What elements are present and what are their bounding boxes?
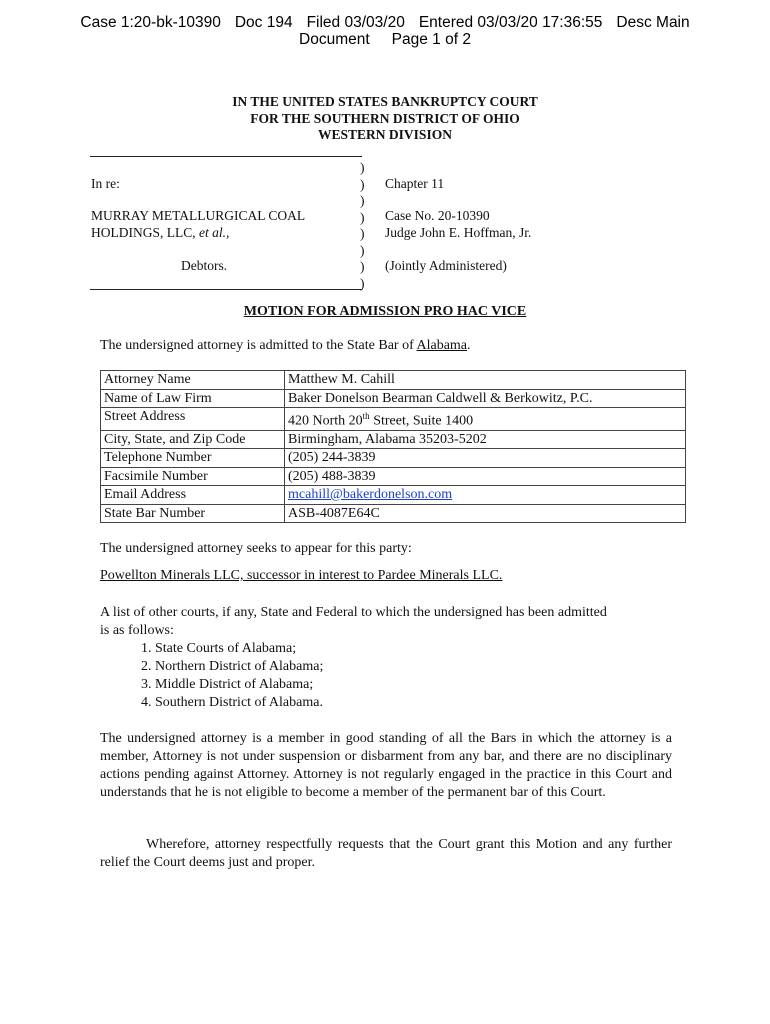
attorney-name: Matthew M. Cahill [285, 371, 686, 390]
table-row: Telephone Number (205) 244-3839 [101, 449, 686, 468]
courts-list [134, 640, 323, 712]
stamp-document: Document [299, 31, 370, 48]
bar-state: Alabama [416, 338, 468, 353]
caption-bottom-rule [90, 289, 362, 290]
table-row: Attorney Name Matthew M. Cahill [101, 371, 686, 390]
stamp-desc: Desc Main [616, 14, 690, 31]
facsimile: (205) 488-3839 [285, 467, 686, 486]
stamp-page: Page 1 of 2 [391, 31, 471, 48]
street-address: 420 North 20th Street, Suite 1400 [285, 408, 686, 431]
caption-parentheses: ) ) ) ) ) ) ) ) [360, 160, 365, 291]
caption-debtors: Debtors. [181, 258, 228, 273]
city-state-zip: Birmingham, Alabama 35203-5202 [285, 430, 686, 449]
standing-paragraph: The undersigned attorney is a member in good standing of all the Bars in which the attorney is a member, Attorney is not under suspension or disbarment from any bar, and there are no disciplinary actions pending against Attorney. Attorney is not regularly engaged in the practice in this Court and understands that he is not eligible to become a member of the permanent bar of this Court. [100, 731, 672, 800]
court-line-2: FOR THE SOUTHERN DISTRICT OF OHIO [250, 110, 520, 126]
table-row: Facsimile Number (205) 488-3839 [101, 467, 686, 486]
party-intro: The undersigned attorney seeks to appear for this party: [100, 541, 412, 556]
court-line-3: WESTERN DIVISION [318, 127, 452, 142]
table-row: Email Address mcahill@bakerdonelson.com [101, 486, 686, 505]
state-bar-number: ASB-4087E64C [285, 504, 686, 523]
court-line-1: IN THE UNITED STATES BANKRUPTCY COURT [232, 94, 538, 109]
stamp-doc: Doc 194 [234, 14, 293, 31]
telephone: (205) 244-3839 [285, 449, 686, 468]
caption-debtor-line-1: MURRAY METALLURGICAL COAL [91, 208, 306, 223]
courts-intro: A list of other courts, if any, State and Federal to which the undersigned has been admitted is as follows: [100, 605, 607, 638]
list-item: 3. Middle District of Alabama; [155, 676, 323, 694]
caption-top-rule [90, 156, 362, 157]
caption-case-no: Case No. 20-10390 [385, 208, 490, 223]
attorney-info-table [100, 370, 686, 523]
caption-administered: (Jointly Administered) [385, 258, 507, 273]
table-row: Name of Law Firm Baker Donelson Bearman Caldwell & Berkowitz, P.C. [101, 389, 686, 408]
stamp-case: Case 1:20-bk-10390 [80, 14, 221, 31]
filing-stamp [0, 14, 770, 48]
stamp-entered: Entered 03/03/20 17:36:55 [418, 14, 603, 31]
caption-in-re: In re: [91, 176, 120, 191]
table-row: City, State, and Zip Code Birmingham, Alabama 35203-5202 [101, 430, 686, 449]
email-link[interactable]: mcahill@bakerdonelson.com [288, 487, 453, 503]
list-item: 1. State Courts of Alabama; [155, 640, 323, 658]
court-heading [0, 94, 770, 144]
bar-admission-text: The undersigned attorney is admitted to the State Bar of Alabama. [100, 338, 471, 353]
list-item: 4. Southern District of Alabama. [155, 694, 323, 712]
motion-title: MOTION FOR ADMISSION PRO HAC VICE [243, 304, 527, 319]
law-firm: Baker Donelson Bearman Caldwell & Berkowitz, P.C. [285, 389, 686, 408]
party-name: Powellton Minerals LLC, successor in interest to Pardee Minerals LLC. [100, 568, 503, 583]
table-row: Street Address 420 North 20th Street, Suite 1400 [101, 408, 686, 431]
caption-debtor-line-2: HOLDINGS, LLC, et al., [91, 225, 230, 240]
caption-chapter: Chapter 11 [385, 176, 445, 191]
caption-judge: Judge John E. Hoffman, Jr. [385, 225, 532, 240]
stamp-filed: Filed 03/03/20 [306, 14, 405, 31]
table-row: State Bar Number ASB-4087E64C [101, 504, 686, 523]
list-item: 2. Northern District of Alabama; [155, 658, 323, 676]
wherefore-paragraph: Wherefore, attorney respectfully requests that the Court grant this Motion and any further relief the Court deems just and proper. [100, 837, 672, 870]
